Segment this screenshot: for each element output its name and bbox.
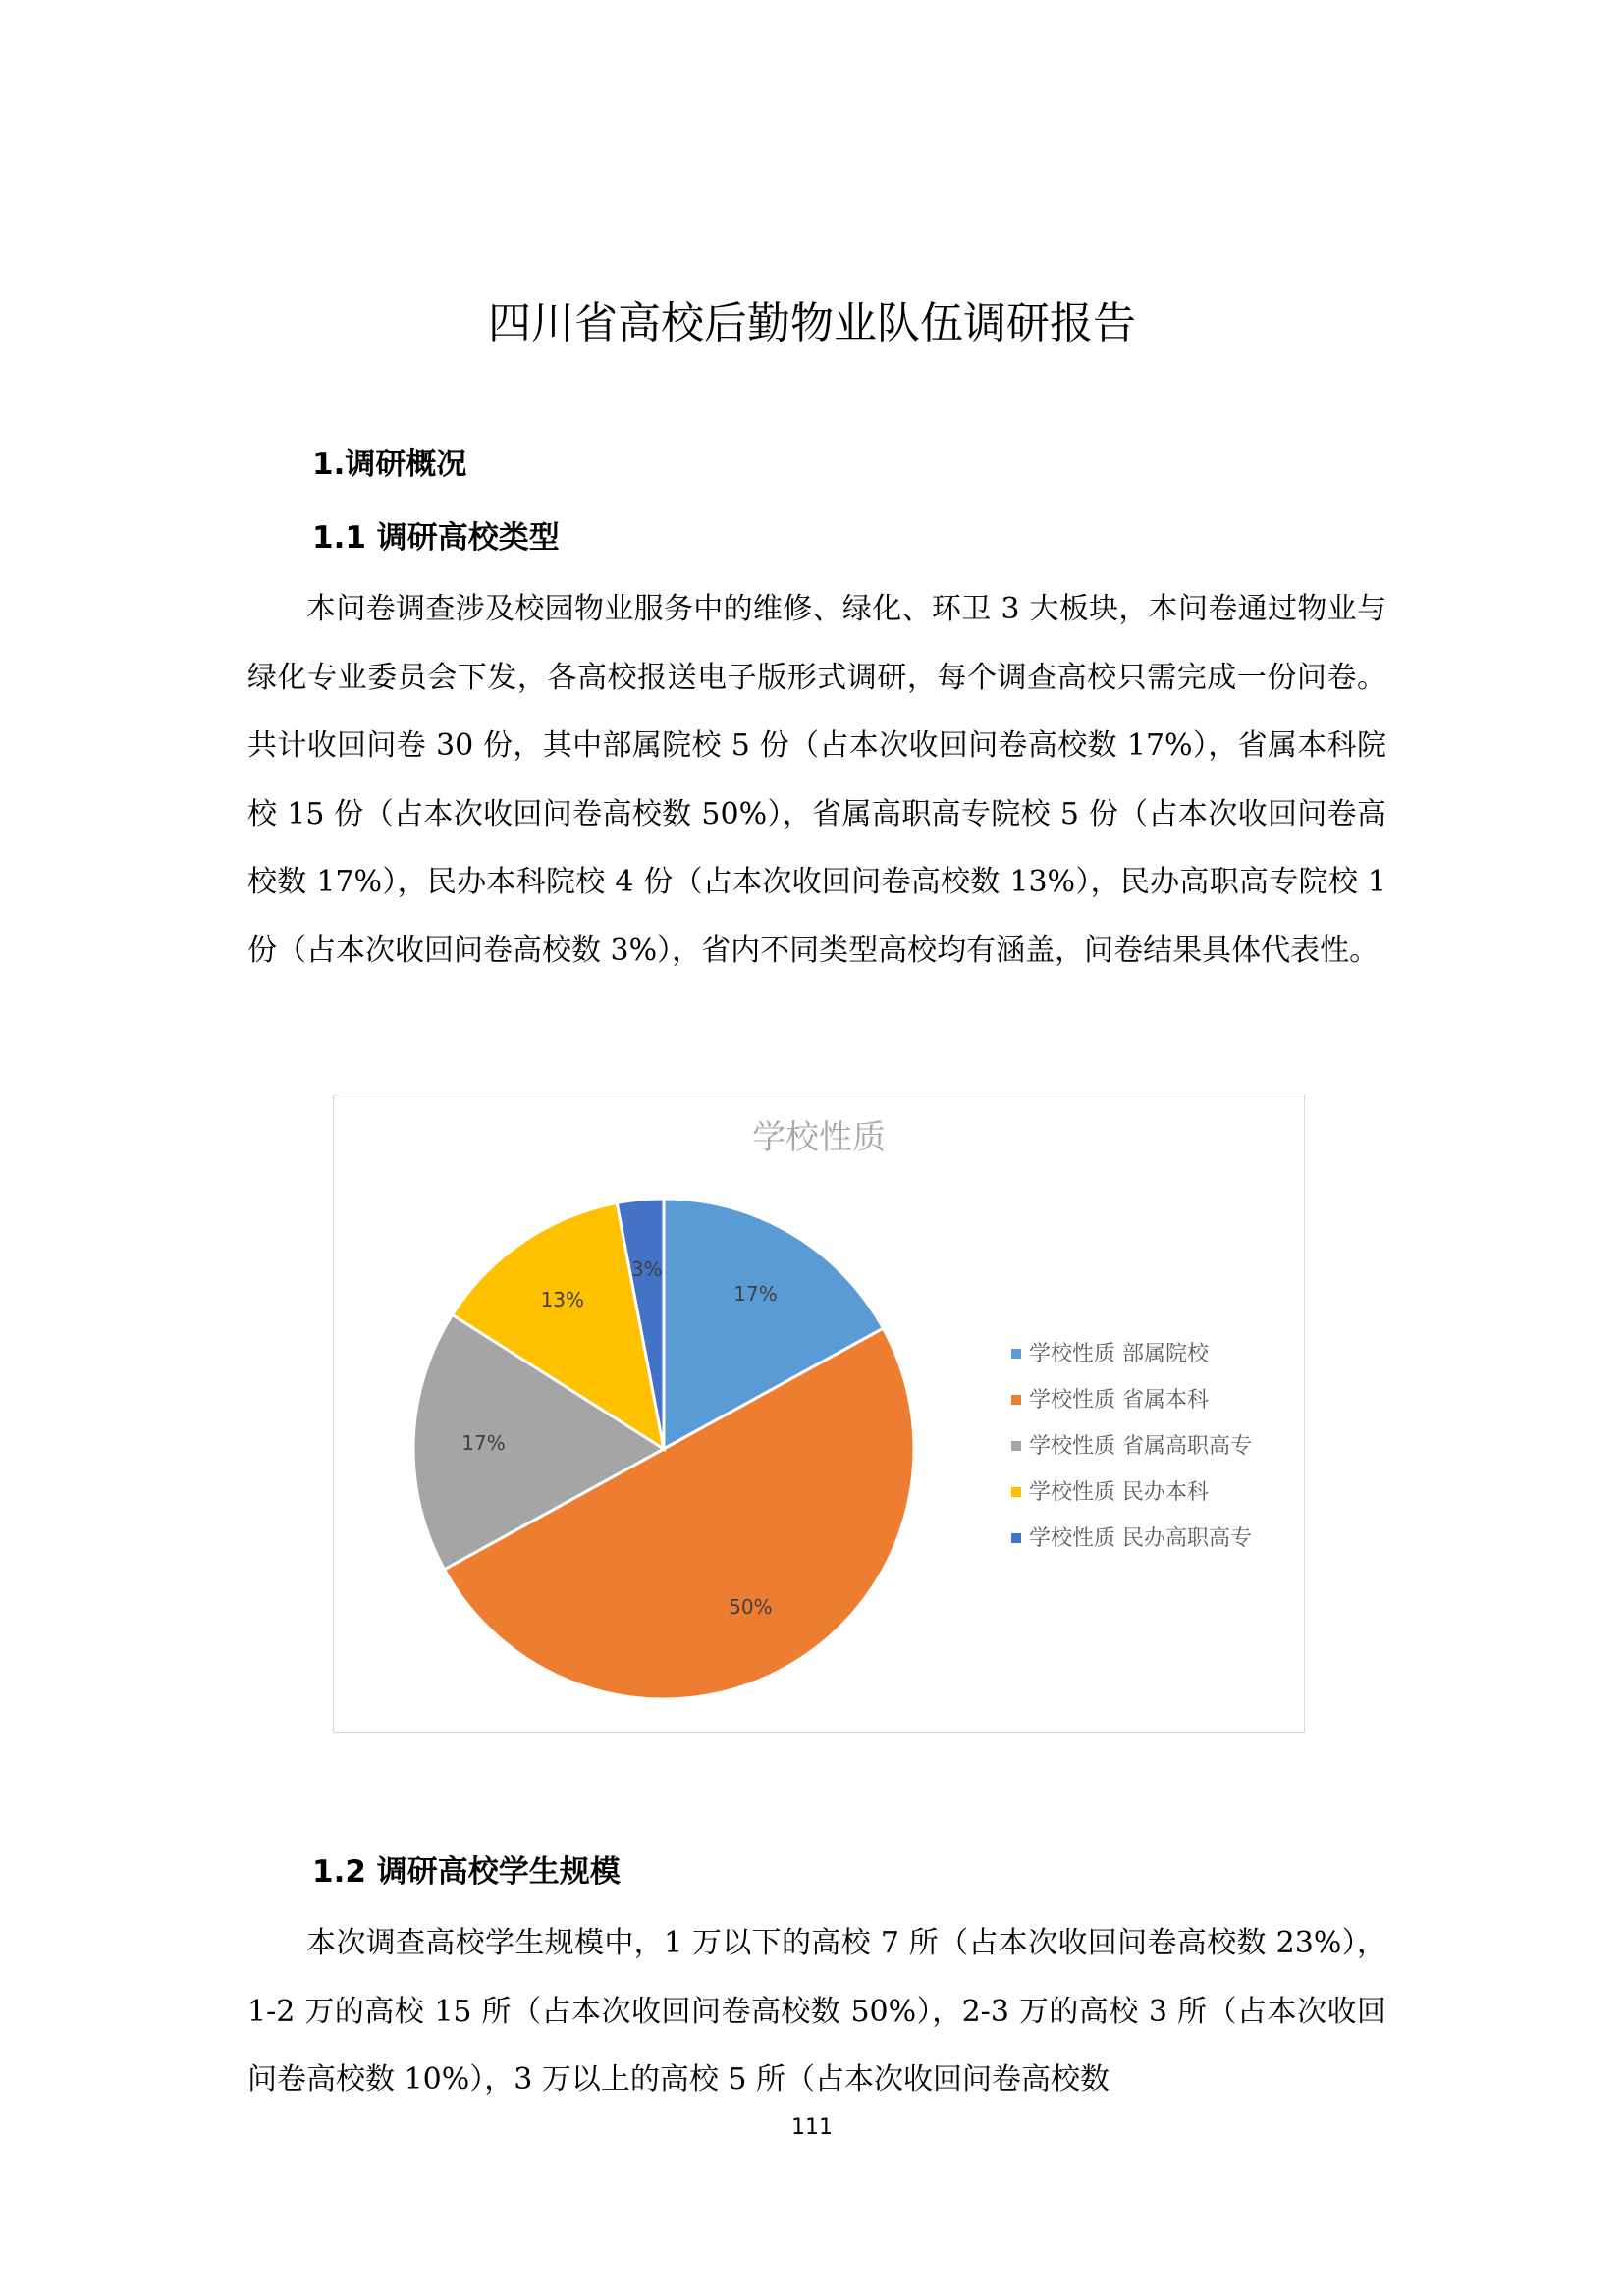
pie-data-label: 17% xyxy=(461,1431,506,1456)
legend-swatch xyxy=(1011,1441,1021,1451)
legend-label: 学校性质 民办本科 xyxy=(1029,1480,1209,1505)
pie-data-label: 3% xyxy=(630,1257,663,1282)
legend-swatch xyxy=(1011,1395,1021,1405)
chart-legend xyxy=(1011,1342,1252,1551)
legend-swatch xyxy=(1011,1349,1021,1359)
page-number: 111 xyxy=(791,2115,833,2140)
document-title: 四川省高校后勤物业队伍调研报告 xyxy=(488,298,1136,348)
legend-swatch xyxy=(1011,1533,1021,1543)
pie-data-label: 17% xyxy=(733,1282,778,1306)
pie-data-label: 50% xyxy=(729,1594,773,1619)
chart-title: 学校性质 xyxy=(752,1118,886,1157)
section-1-1-paragraph: 本问卷调查涉及校园物业服务中的维修、绿化、环卫 3 大板块，本问卷通过物业与绿化专业委员会下发，各高校报送电子版形式调研，每个调查高校只需完成一份问卷。共计收回问卷 30 份，其中部属院校 5 份（占本次收回问卷高校数 17%），省属本科院校 15 份（占本次收回问卷高校数 50%），省属高职高专院校 5 份（占本次收回问卷高校数 17%），民办本科院校 4 份（占本次收回问卷高校数 13%），民办高职高专院校 1 份（占本次收回问卷高校数 3%），省内不同类型高校均有涵盖，问卷结果具体代表性。 xyxy=(247,592,1386,968)
legend-label: 学校性质 省属本科 xyxy=(1029,1388,1209,1413)
pie-chart-svg xyxy=(334,1095,1306,1734)
school-type-pie-chart xyxy=(333,1095,1305,1733)
section-1-heading: 1.调研概况 xyxy=(312,447,467,482)
section-1-2-heading: 1.2 调研高校学生规模 xyxy=(312,1854,621,1890)
section-1-1-heading: 1.1 调研高校类型 xyxy=(312,520,560,556)
pie-data-label: 13% xyxy=(540,1288,585,1312)
legend-swatch xyxy=(1011,1487,1021,1497)
legend-label: 学校性质 省属高职高专 xyxy=(1029,1434,1252,1459)
legend-label: 学校性质 部属院校 xyxy=(1029,1342,1209,1366)
section-1-2-paragraph: 本次调查高校学生规模中，1 万以下的高校 7 所（占本次收回问卷高校数 23%），1-2 万的高校 15 所（占本次收回问卷高校数 50%），2-3 万的高校 3 所（占本次收回问卷高校数 10%），3 万以上的高校 5 所（占本次收回问卷高校数 xyxy=(247,1926,1386,2097)
legend-label: 学校性质 民办高职高专 xyxy=(1029,1526,1252,1551)
